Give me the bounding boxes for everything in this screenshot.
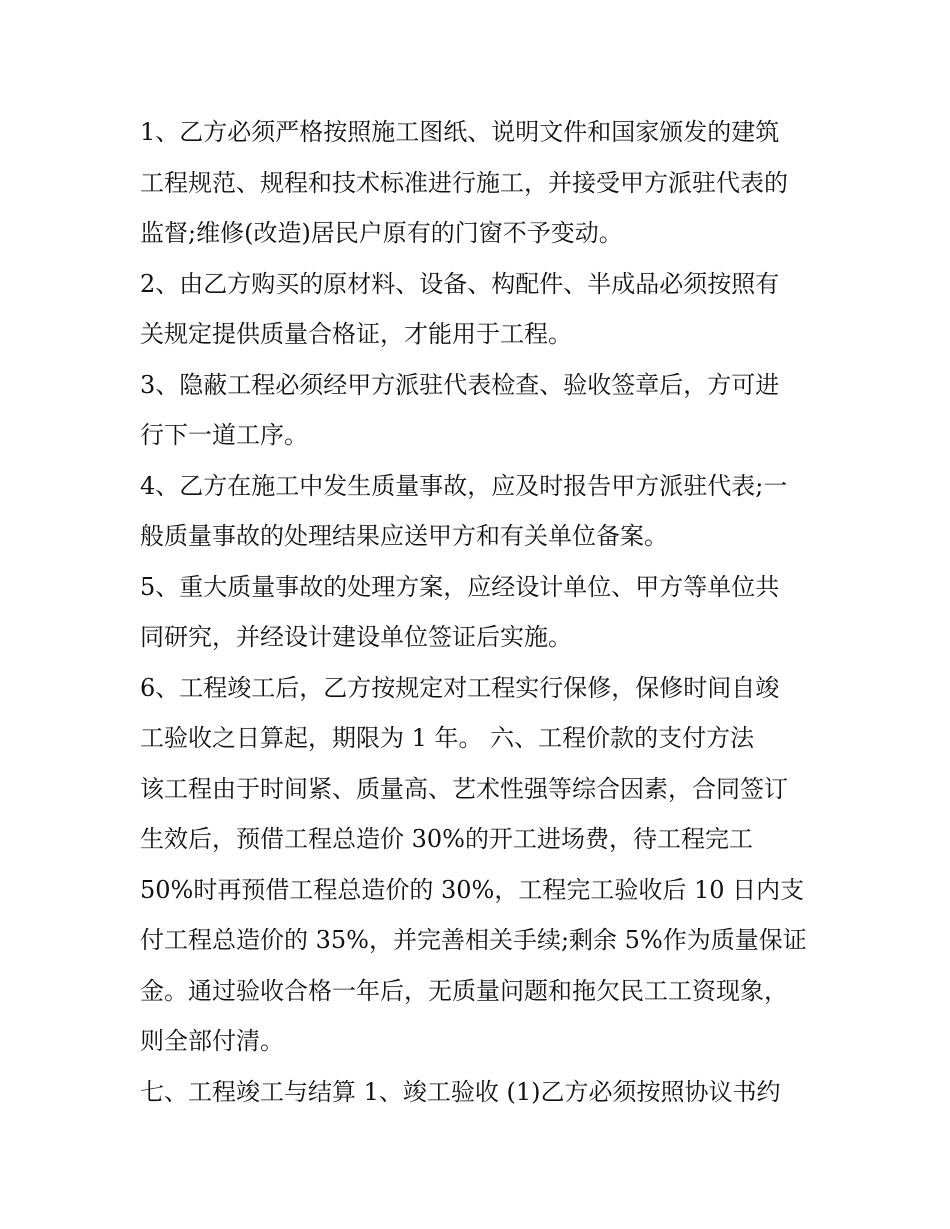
text-line: 关规定提供质量合格证，才能用于工程。: [140, 320, 572, 348]
text-line: 则全部付清。: [140, 1027, 284, 1055]
text-line: 6、工程竣工后，乙方按规定对工程实行保修，保修时间自竣: [140, 673, 780, 702]
text-line: 行下一道工序。: [140, 421, 308, 449]
text-line: 付工程总造价的 35%，并完善相关手续;剩余 5%作为质量保证: [140, 926, 807, 954]
text-line: 3、隐蔽工程必须经甲方派驻代表检查、验收签章后，方可进: [140, 370, 780, 399]
text-line: 般质量事故的处理结果应送甲方和有关单位备案。: [140, 522, 668, 550]
text-line: 该工程由于时间紧、质量高、艺术性强等综合因素，合同签订: [140, 774, 788, 803]
text-line: 监督;维修(改造)居民户原有的门窗不予变动。: [140, 219, 623, 247]
text-line: 同研究，并经设计建设单位签证后实施。: [140, 623, 572, 651]
document-body: [140, 107, 820, 1117]
text-line: 工验收之日算起，期限为 1 年。 六、工程价款的支付方法: [140, 724, 755, 752]
text-line: 生效后，预借工程总造价 30%的开工进场费，待工程完工: [140, 825, 753, 853]
text-line: 金。通过验收合格一年后，无质量问题和拖欠民工工资现象，: [140, 976, 788, 1005]
text-line: 七、工程竣工与结算 1、竣工验收 (1)乙方必须按照协议书约: [140, 1077, 781, 1106]
text-line: 4、乙方在施工中发生质量事故，应及时报告甲方派驻代表;一: [140, 471, 788, 500]
text-line: 50%时再预借工程总造价的 30%，工程完工验收后 10 日内支: [140, 875, 805, 904]
text-line: 工程规范、规程和技术标准进行施工，并接受甲方派驻代表的: [140, 168, 788, 197]
text-line: 2、由乙方购买的原材料、设备、构配件、半成品必须按照有: [140, 269, 780, 298]
text-line: 1、乙方必须严格按照施工图纸、说明文件和国家颁发的建筑: [140, 118, 780, 146]
text-line: 5、重大质量事故的处理方案，应经设计单位、甲方等单位共: [140, 572, 780, 601]
